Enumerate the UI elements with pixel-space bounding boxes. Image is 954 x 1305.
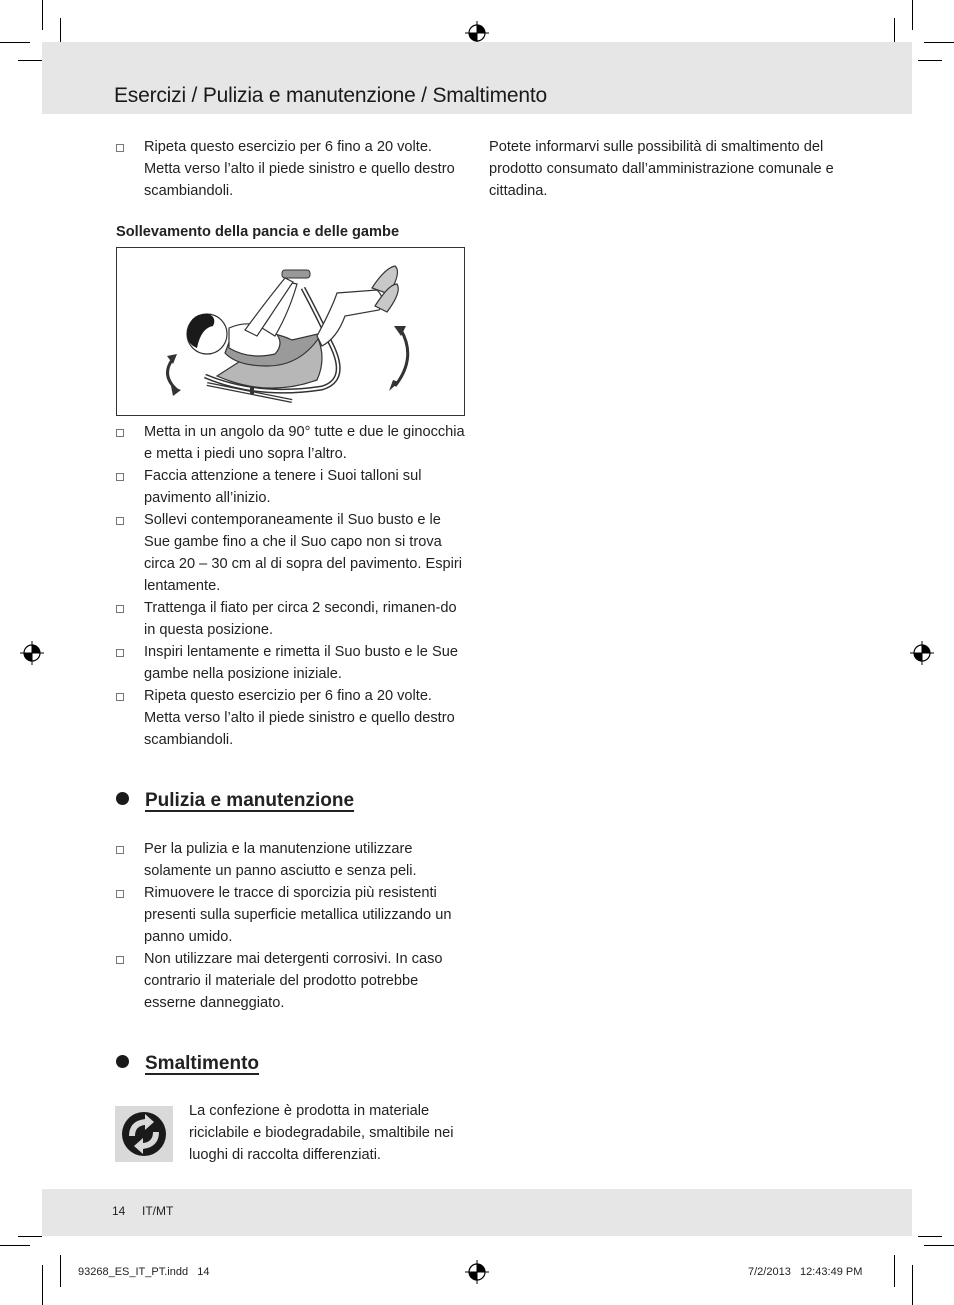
crop-mark (18, 1236, 42, 1237)
crop-mark (0, 1245, 30, 1246)
bullet-square-icon (116, 473, 124, 481)
bullet-square-icon (116, 846, 124, 854)
list-item: Sollevi contemporaneamente il Suo busto e le Sue gambe fino a che il Suo capo non si trova circa 20 – 30 cm al di sopra del pavimento. Espiri lentamente. (116, 509, 468, 597)
crop-mark (924, 42, 954, 43)
exercise-figure-icon (117, 248, 464, 415)
crop-mark (60, 1255, 61, 1287)
list-item: Ripeta questo esercizio per 6 fino a 20 volte. Metta verso l’alto il piede sinistro e quello destro scambiandoli. (116, 136, 468, 202)
recycling-icon (115, 1106, 173, 1162)
registration-mark-icon (910, 641, 934, 665)
exercise-steps (116, 421, 468, 751)
page-language: IT/MT (142, 1204, 174, 1218)
bullet-square-icon (116, 517, 124, 525)
crop-mark (0, 42, 30, 43)
list-item: Trattenga il fiato per circa 2 secondi, rimanen-do in questa posizione. (116, 597, 468, 641)
crop-mark (918, 1236, 942, 1237)
bullet-square-icon (116, 956, 124, 964)
exercise-illustration (116, 247, 465, 416)
recycling-symbol (115, 1106, 173, 1162)
bullet-square-icon (116, 649, 124, 657)
cleaning-heading: Pulizia e manutenzione (116, 790, 354, 812)
crop-mark (42, 0, 43, 30)
registration-mark-icon (20, 641, 44, 665)
disposal-text: La confezione è prodotta in materiale riciclabile e biodegradabile, smaltibile nei luoghi di raccolta differenziati. (189, 1103, 454, 1163)
cleaning-steps (116, 838, 468, 1014)
crop-mark (918, 60, 942, 61)
crop-mark (912, 0, 913, 30)
disposal-info: Potete informarvi sulle possibilità di smaltimento del prodotto consumato dall’amministrazione comunale e cittadina. (489, 139, 834, 199)
bullet-square-icon (116, 429, 124, 437)
list-item: Rimuovere le tracce di sporcizia più resistenti presenti sulla superficie metallica utilizzando un panno umido. (116, 882, 468, 948)
page-number: 14 (112, 1204, 126, 1218)
bullet-dot-icon (116, 1055, 129, 1068)
crop-mark (42, 1265, 43, 1305)
list-item: Metta in un angolo da 90° tutte e due le ginocchia e metta i piedi uno sopra l’altro. (116, 421, 468, 465)
list-item: Faccia attenzione a tenere i Suoi talloni sul pavimento all’inizio. (116, 465, 468, 509)
timestamp-slug: 7/2/2013 12:43:49 PM (748, 1266, 863, 1278)
bullet-square-icon (116, 890, 124, 898)
list-item: Non utilizzare mai detergenti corrosivi. In caso contrario il materiale del prodotto potrebbe esserne danneggiato. (116, 948, 468, 1014)
list-item: Ripeta questo esercizio per 6 fino a 20 volte. Metta verso l’alto il piede sinistro e quello destro scambiandoli. (116, 685, 468, 751)
registration-mark-icon (465, 1260, 489, 1284)
crop-mark (924, 1245, 954, 1246)
intro-list (116, 136, 468, 202)
page-title: Esercizi / Pulizia e manutenzione / Smaltimento (114, 84, 547, 107)
list-item: Per la pulizia e la manutenzione utilizzare solamente un panno asciutto e senza peli. (116, 838, 468, 882)
crop-mark (912, 1265, 913, 1305)
bullet-dot-icon (116, 792, 129, 805)
crop-mark (894, 1255, 895, 1287)
exercise-title: Sollevamento della pancia e delle gambe (116, 224, 400, 240)
bullet-square-icon (116, 144, 124, 152)
disposal-heading: Smaltimento (116, 1053, 259, 1075)
list-item: Inspiri lentamente e rimetta il Suo busto e le Sue gambe nella posizione iniziale. (116, 641, 468, 685)
bullet-square-icon (116, 605, 124, 613)
crop-mark (18, 60, 42, 61)
file-slug: 93268_ES_IT_PT.indd 14 (78, 1266, 210, 1278)
bullet-square-icon (116, 693, 124, 701)
